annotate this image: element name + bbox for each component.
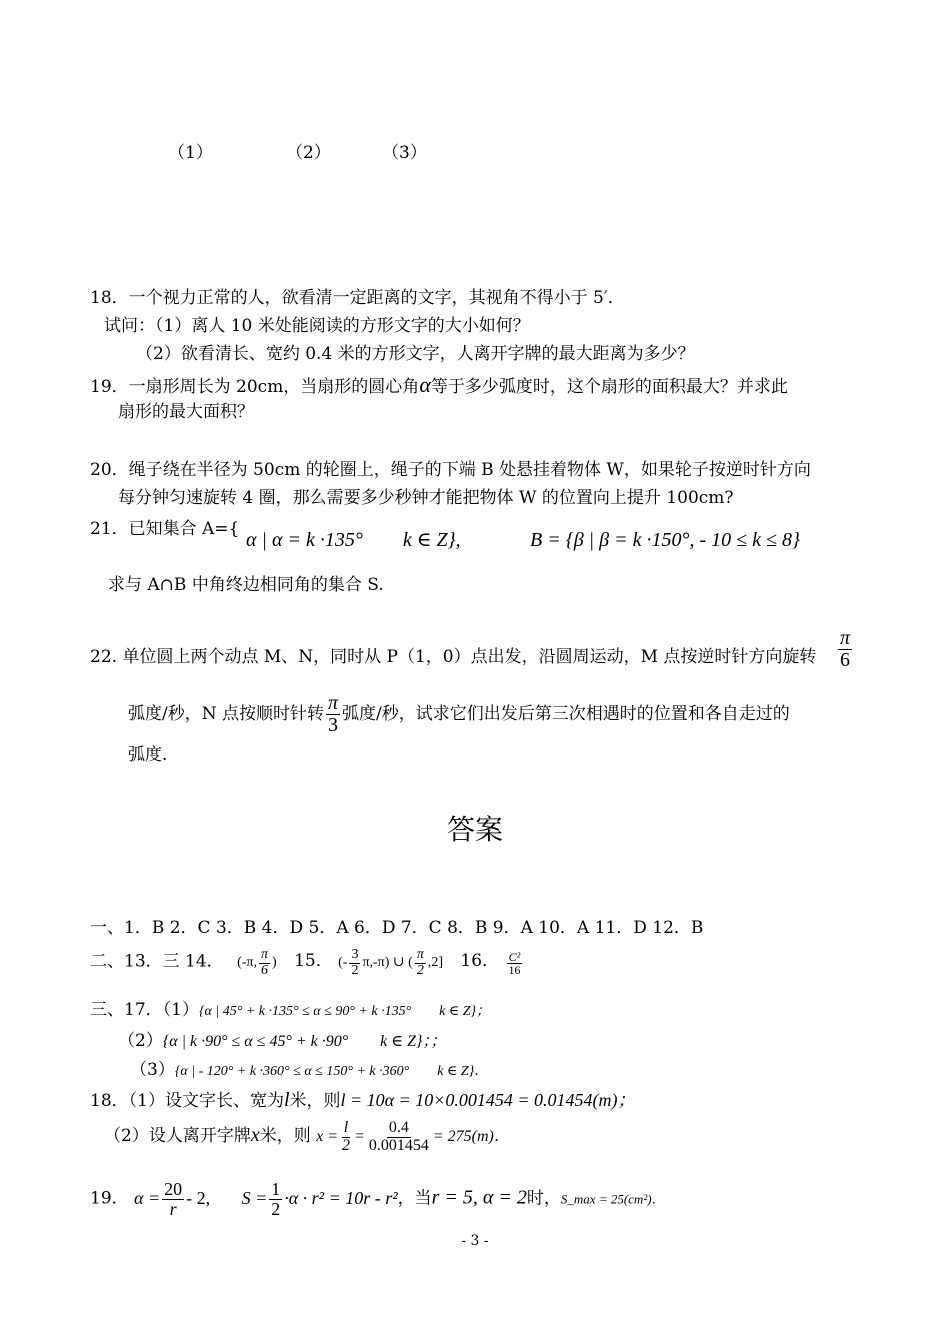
q22-text-b: 弧度/秒，试求它们出发后第三次相遇时的位置和各自走过的: [342, 704, 790, 724]
a19-b: ·α · r² = 10r - r²: [284, 1187, 398, 1208]
a18-l2-end: = 275(m)．: [432, 1127, 510, 1145]
a15-den2: 2: [416, 962, 424, 978]
a15-label: 15．: [294, 951, 333, 972]
question-18-line-3: （2）欲看清长、宽约 0.4 米的方形文字，人离开字牌的最大距离为多少？: [136, 344, 695, 364]
a19-alpha: α =: [134, 1187, 161, 1208]
figure-label-3: （3）: [382, 143, 427, 163]
answer-18-line-2: [104, 1120, 510, 1155]
a14-close: ): [272, 955, 277, 971]
question-20-line-1: 20．绳子绕在半径为 50cm 的轮圈上，绳子的下端 B 处悬挂着物体 W，如果轮子按逆时针方向: [90, 460, 811, 480]
p3-l2-prefix: （2）: [118, 1031, 163, 1051]
a19-f2d: 2: [271, 1198, 281, 1219]
a18-l2-mid: 米，则: [259, 1125, 311, 1146]
a18-l2-text: （2）设人离开字牌: [104, 1125, 251, 1146]
question-22-line-3: 弧度.: [128, 745, 168, 765]
p3-l3-prefix: （3）: [130, 1060, 175, 1080]
a14-open: (-π,: [237, 955, 257, 971]
a16-label: 16．: [460, 951, 500, 972]
a15-close: ,2]: [427, 955, 443, 971]
answers-part-3-line-2: [118, 1031, 446, 1051]
a18-l2-x: x =: [316, 1127, 339, 1145]
a15-den: 2: [351, 962, 359, 978]
a15-mid: π,-π) ∪ (: [362, 955, 413, 971]
a15-num: 3: [351, 947, 359, 962]
answer-18-line-1: [90, 1088, 636, 1112]
answer-16: [504, 949, 524, 978]
answer-14: [237, 947, 277, 978]
a18-l1-mid: 米，则: [289, 1091, 341, 1111]
a18-l1-expr: l = 10α = 10×0.001454 = 0.01454(m)；: [340, 1090, 636, 1110]
a14-den: 6: [260, 962, 268, 978]
page-number: - 3 -: [461, 1233, 489, 1249]
p3-l1-expr: {α | 45° + k ·135° ≤ α ≤ 90° + k ·135° k ∈ Z}；: [198, 1004, 491, 1019]
question-18-line-2: 试问：（1）离人 10 米处能阅读的方形文字的大小如何？: [104, 316, 530, 336]
question-19-line-2: 扇形的最大面积？: [118, 402, 254, 422]
answers-part-2: [90, 948, 524, 978]
answer-15: [338, 947, 443, 978]
figure-label-2: （2）: [286, 143, 331, 163]
a18-l2-eq: =: [354, 1127, 365, 1145]
q22-frac1-den: 6: [840, 649, 851, 671]
a19-f2n: 1: [271, 1179, 281, 1199]
a19-f1n: 20: [164, 1179, 183, 1199]
q22-frac2-num: π: [328, 692, 339, 714]
p3-l3-expr: {α | - 120° + k ·360° ≤ α ≤ 150° + k ·360° k ∈ Z}．: [174, 1064, 489, 1079]
question-21-set-b: B = {β | β = k ·150°, - 10 ≤ k ≤ 8}: [530, 529, 800, 551]
question-21-prefix: 21．已知集合 A={: [90, 519, 240, 539]
answers-part-3-line-3: [130, 1060, 488, 1081]
a15-open: (-: [338, 955, 348, 971]
q19-text-a: 19．一扇形周长为 20cm，当扇形的圆心角: [90, 377, 420, 397]
a19-f1d: r: [169, 1198, 177, 1219]
a19-e: 时，: [526, 1188, 561, 1209]
p3-l1-prefix: 三、17．（1）: [90, 1000, 199, 1020]
q22-frac2-den: 3: [328, 714, 339, 736]
a18-l2-f2d: 0.001454: [368, 1136, 429, 1154]
part2-prefix: 二、13．三 14．: [90, 951, 224, 972]
question-22-line-1: 22. 单位圆上两个动点 M、N，同时从 P（1，0）点出发，沿圆周运动，M 点按逆时针方向旋转: [90, 647, 817, 667]
a18-l2-formula: [316, 1119, 510, 1154]
answers-title: 答案: [446, 813, 503, 846]
question-21-set-a: α | α = k ·135° k ∈ Z},: [246, 529, 461, 551]
a18-l2-f1d: 2: [342, 1136, 351, 1154]
a19-formula-1: [134, 1179, 211, 1219]
answers-part-1: 一、1．B 2．C 3．B 4．D 5．A 6．D 7．C 8．B 9．A 10．A 11．D 12．B: [90, 918, 704, 938]
question-22-line-2: [128, 693, 790, 736]
figure-label-1: （1）: [168, 143, 213, 163]
q19-alpha: α: [419, 372, 431, 397]
question-21-line-2: 求与 A∩B 中角终边相同角的集合 S.: [108, 575, 384, 595]
question-19-line-1: [90, 372, 788, 398]
a14-num: π: [260, 947, 268, 962]
a18-l1-var: l: [283, 1089, 290, 1111]
a18-l2-f1n: l: [343, 1119, 349, 1136]
a18-l1-text: 18．（1）设文字长、宽为: [90, 1091, 284, 1111]
q22-text-a: 弧度/秒，N 点按顺时针转: [128, 704, 325, 724]
answers-part-3-line-1: [90, 1000, 490, 1021]
a18-l2-var: x: [250, 1123, 260, 1146]
q22-frac1-num: π: [840, 627, 851, 649]
a19-a: - 2,: [186, 1187, 211, 1208]
p3-l2-expr: {α | k ·90° ≤ α ≤ 45° + k ·90° k ∈ Z}；；: [162, 1033, 447, 1050]
a19-formula-2: [241, 1179, 398, 1219]
question-18-line-1: 18．一个视力正常的人，欲看清一定距离的文字，其视角不得小于 5′．: [90, 288, 625, 308]
a18-l2-f2n: 0.4: [388, 1119, 409, 1136]
a19-d: r = 5, α = 2: [431, 1186, 527, 1209]
answer-19: [90, 1180, 665, 1219]
question-22-fraction-1: [836, 628, 854, 671]
a16-num: C²: [508, 949, 521, 964]
a19-f: S_max = 25(cm²)．: [560, 1191, 665, 1207]
a16-den: 16: [508, 963, 521, 978]
a19-label: 19．: [90, 1188, 129, 1209]
question-20-line-2: 每分钟匀速旋转 4 圈，那么需要多少秒钟才能把物体 W 的位置向上提升 100cm?: [118, 488, 734, 508]
q19-text-b: 等于多少弧度时，这个扇形的面积最大？并求此: [430, 377, 788, 397]
a19-S: S =: [241, 1187, 268, 1208]
a19-c: ，当: [397, 1188, 432, 1209]
a15-num2: π: [416, 947, 424, 962]
